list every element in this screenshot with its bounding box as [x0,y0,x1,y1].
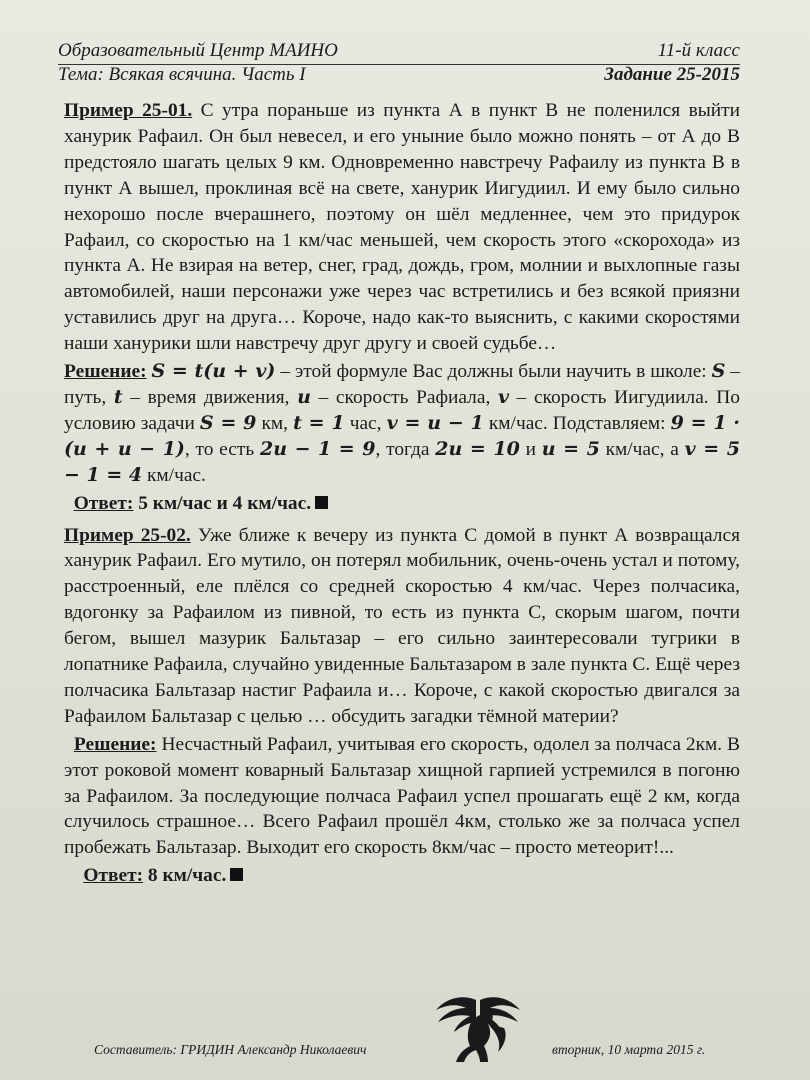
filled-square-icon [315,496,328,509]
solution-2-label: Решение: [73,733,157,755]
footer-author: Составитель: ГРИДИН Александр Николаевич [94,1042,367,1057]
formula-v: v [497,385,509,408]
footer-date: вторник, 10 марта 2015 г. [552,1042,706,1057]
formula-substitution: 9 = 1 · (u + u − 1) [64,411,740,460]
solution-1-label: Решение: [64,361,147,383]
solution-1-text: км/час. [146,464,206,486]
solution-1-text: и [525,438,536,460]
example-2-answer [64,863,740,889]
example-2-label: Пример 25-02. [64,524,191,546]
filled-square-icon [230,868,243,881]
solution-2-text: Несчастный Рафаил, учитывая его скорость, одолел за полчаса 2км. В этот роковой момент коварный Бальтазар хищной гарпией устремился в погоню за Рафаилом. За последующие полчаса Рафаил успел прошагать ещё 2 км, когда случилось страшное… Всего Рафаил прошёл 4км, столько же за полчаса успел пробежать Бальтазар. Выходит его скорость 8км/час – просто метеорит!... [64,733,740,859]
solution-1-text: , то есть [184,438,255,460]
header-row-1 [58,40,740,65]
solution-1-text: – скорость Рафиала, [318,386,491,408]
solution-1-text: км/час, а [605,438,679,460]
formula-s: S [711,360,726,383]
solution-1-text: км/час. Подставляем: [488,412,666,434]
answer-2-text: 8 км/час. [147,865,227,887]
solution-1-text: – время движения, [130,386,290,408]
formula-u: u [297,385,311,408]
main-content [64,98,740,889]
solution-1-text: – скорость Иигудиила. По условию задачи [64,386,740,434]
answer-1-label: Ответ: [73,492,134,514]
formula-v-value: v = 5 − 1 = 4 [64,437,740,486]
assignment-number: Задание 25-2015 [604,64,740,85]
answer-2-label: Ответ: [83,865,144,887]
formula-t-value: t = 1 [293,411,345,434]
example-1-label: Пример 25-01. [64,100,193,121]
gryphon-logo-icon [432,992,524,1064]
topic: Тема: Всякая всячина. Часть I [58,64,306,85]
formula-v-relation: v = u − 1 [386,411,484,434]
example-1-text: С утра пораньше из пункта А в пункт В не поленился выйти ханурик Рафаил. Он был невесел, и его уныние было можно понять – от А до В предстояло шагать целых 9 км. Одновременно навстречу Рафаилу из пункта В в пункт А вышел, проклиная всё на свете, ханурик Иигудиил. И ему было сильно нехорошо после вчерашнего, поэтому он шёл медленнее, чем это придурок Рафаил, со скоростью на 1 км/час меньшей, чем скорость этого «скорохода» из пункта А. Не взирая на ветер, снег, град, дождь, гром, молнии и выхлопные газы автомобилей, наши персонажи уже через час встретились и без всякой приязни уставились друг на друга… Короче, надо как-то выяснить, с какими скоростями наши ханурики шли навстречу друг другу и своей судьбе… [64,100,740,355]
example-1-answer [64,491,740,517]
header-row-2 [58,64,740,90]
example-1 [64,98,740,357]
formula-s-value: S = 9 [199,411,257,434]
formula-t: t [113,385,123,408]
formula-equation: 2u − 1 = 9 [259,437,376,460]
solution-1-text: – путь, [64,361,740,408]
solution-1-text: км, [261,412,289,434]
grade: 11-й класс [657,40,740,61]
formula-main: S = t(u + v) [151,360,276,383]
example-1-solution [64,359,740,489]
formula-u-value: u = 5 [541,437,600,460]
example-2-solution [64,732,740,862]
formula-2u: 2u = 10 [435,437,520,460]
solution-1-text: час, [349,412,382,434]
org-name: Образовательный Центр МАИНО [58,40,338,61]
answer-1-text: 5 км/час и 4 км/час. [138,492,312,514]
solution-1-text: , тогда [375,438,430,460]
solution-1-text: – этой формуле Вас должны были научить в школе: [280,361,707,383]
example-2-text: Уже ближе к вечеру из пункта С домой в пункт А возвращался ханурик Рафаил. Его мутило, он потерял мобильник, очень-очень устал и потому, расстроенный, еле плёлся со средней скоростью 4 км/час. Через полчасика, вдогонку за Рафаилом из пивной, то есть из пункта С, скорым шагом, почти бегом, вышел мазурик Бальтазар – его сильно заинтересовали тугрики в лопатнике Рафаила, случайно увиденные Бальтазаром в зале пункта С. Ещё через полчасика Бальтазар настиг Рафаила и… Короче, с какой скоростью двигался за Рафаилом Бальтазар с целью … обсудить загадки тёмной материи? [64,524,740,727]
example-2 [64,523,740,730]
